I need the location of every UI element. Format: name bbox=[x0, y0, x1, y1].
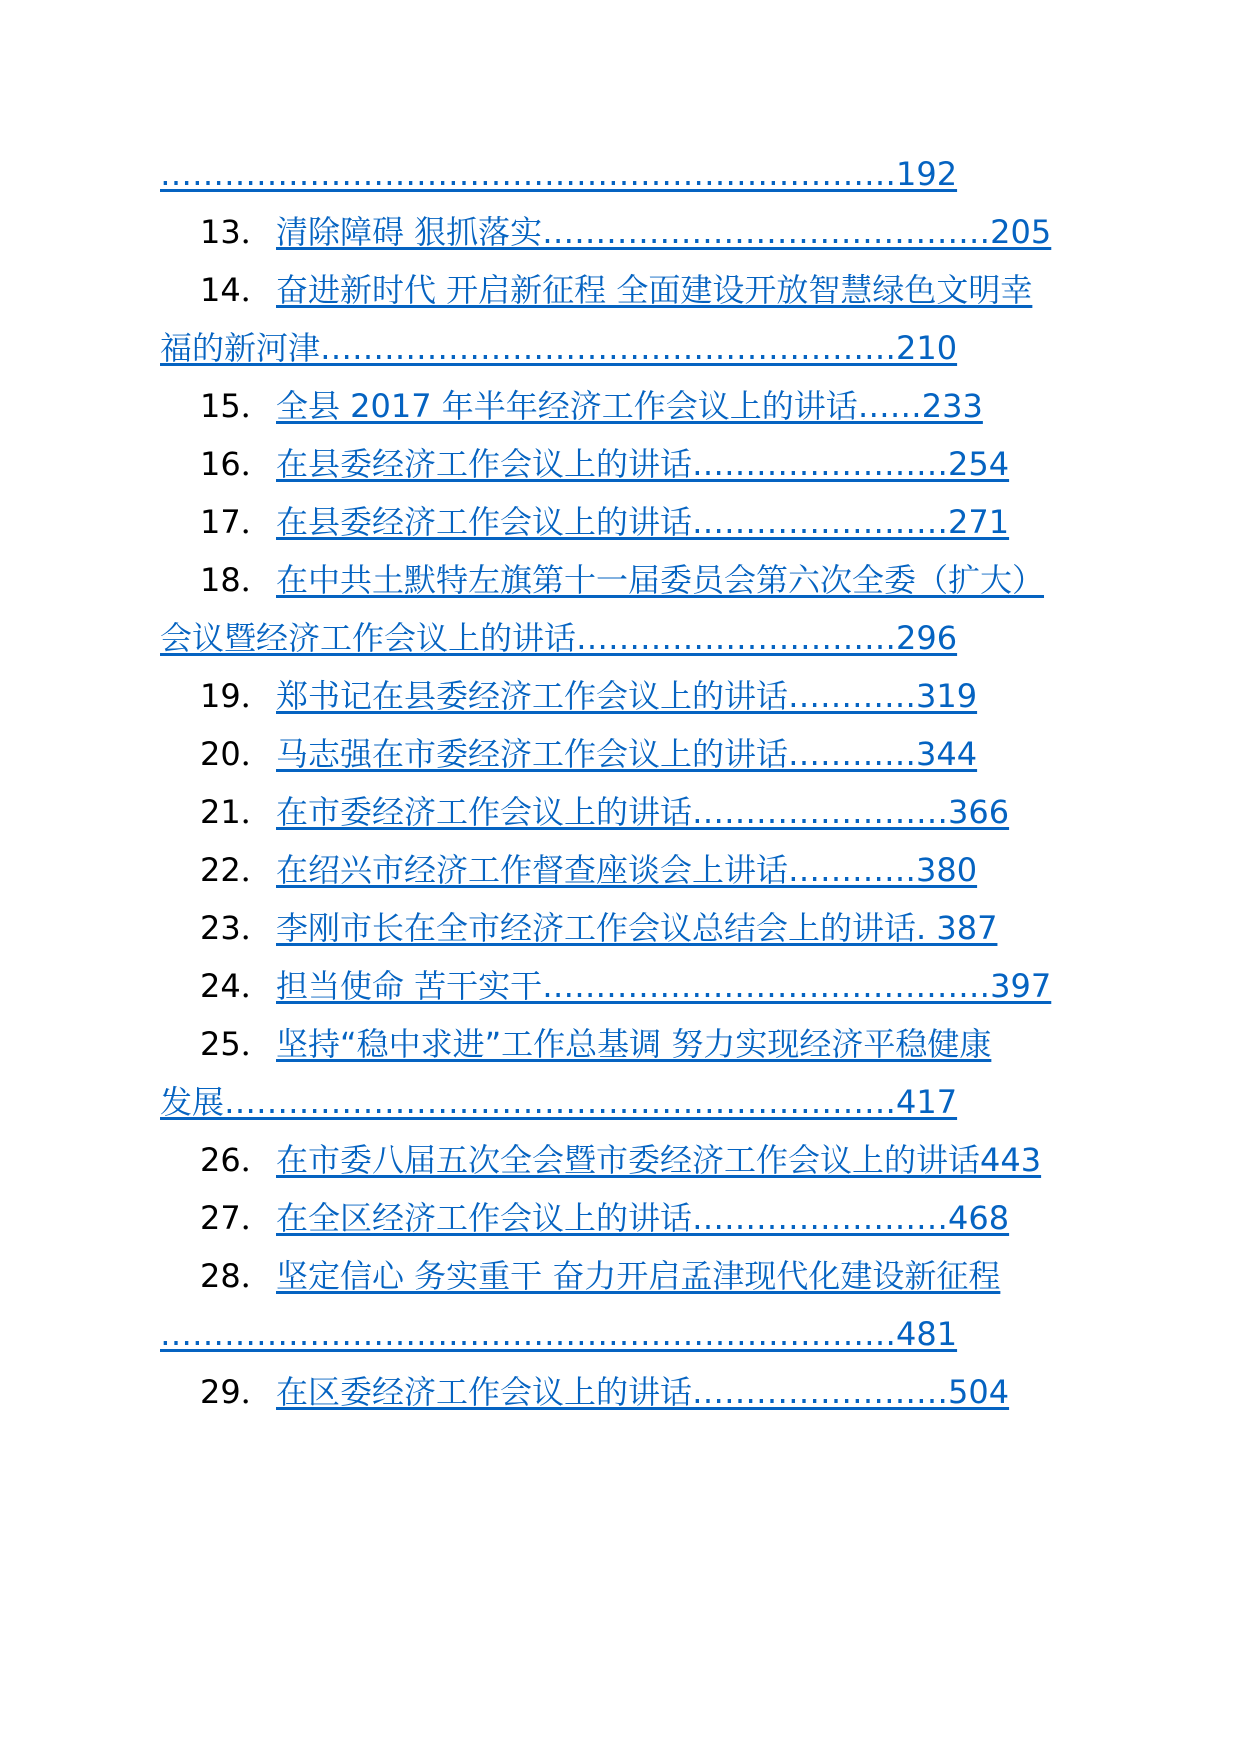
toc-number: 16． bbox=[200, 445, 273, 483]
toc-link-26[interactable]: 在市委八届五次全会暨市委经济工作会议上的讲话443 bbox=[276, 1141, 1042, 1179]
toc-continuation-line bbox=[160, 142, 1090, 206]
toc-entry-21 bbox=[160, 780, 1090, 844]
toc-entry-20 bbox=[160, 722, 1090, 786]
toc-entry-18-cont bbox=[160, 606, 1090, 670]
toc-entry-14 bbox=[160, 258, 1090, 322]
toc-link-14[interactable]: 奋进新时代 开启新征程 全面建设开放智慧绿色文明幸 bbox=[276, 271, 1033, 309]
toc-link-19[interactable]: 郑书记在县委经济工作会议上的讲话…………319 bbox=[276, 677, 978, 715]
toc-link-21[interactable]: 在市委经济工作会议上的讲话……………………366 bbox=[276, 793, 1010, 831]
toc-number: 27． bbox=[200, 1199, 273, 1237]
toc-link-25-cont[interactable]: 发展………………………………………………………417 bbox=[160, 1083, 958, 1121]
toc-link-28[interactable]: 坚定信心 务实重干 奋力开启孟津现代化建设新征程 bbox=[276, 1257, 1001, 1295]
toc-entry-17 bbox=[160, 490, 1090, 554]
toc-number: 15． bbox=[200, 387, 273, 425]
toc-entry-25 bbox=[160, 1012, 1090, 1076]
toc-entry-15 bbox=[160, 374, 1090, 438]
toc-entry-16 bbox=[160, 432, 1090, 496]
toc-number: 21． bbox=[200, 793, 273, 831]
toc-number: 25． bbox=[200, 1025, 273, 1063]
toc-link-22[interactable]: 在绍兴市经济工作督查座谈会上讲话…………380 bbox=[276, 851, 978, 889]
toc-link-25[interactable]: 坚持“稳中求进”工作总基调 努力实现经济平稳健康 bbox=[276, 1025, 992, 1063]
toc-number: 24． bbox=[200, 967, 273, 1005]
toc-entry-14-cont bbox=[160, 316, 1090, 380]
toc-entry-27 bbox=[160, 1186, 1090, 1250]
toc-number: 23． bbox=[200, 909, 273, 947]
toc-entry-28 bbox=[160, 1244, 1090, 1308]
toc-entry-13 bbox=[160, 200, 1090, 264]
toc-link-13[interactable]: 清除障碍 狠抓落实……………………………………205 bbox=[276, 213, 1052, 251]
toc-number: 28． bbox=[200, 1257, 273, 1295]
toc-number: 22． bbox=[200, 851, 273, 889]
toc-link-14-cont[interactable]: 福的新河津………………………………………………210 bbox=[160, 329, 958, 367]
toc-link-12-cont[interactable]: ……………………………………………………………192 bbox=[160, 155, 958, 193]
toc-number: 29． bbox=[200, 1373, 273, 1411]
toc-link-18-cont[interactable]: 会议暨经济工作会议上的讲话…………………………296 bbox=[160, 619, 958, 657]
toc-entry-29 bbox=[160, 1360, 1090, 1424]
toc-link-15[interactable]: 全县 2017 年半年经济工作会议上的讲话……233 bbox=[276, 387, 983, 425]
toc-entry-19 bbox=[160, 664, 1090, 728]
toc-entry-22 bbox=[160, 838, 1090, 902]
toc-entry-23 bbox=[160, 896, 1090, 960]
toc-number: 17． bbox=[200, 503, 273, 541]
toc-entry-28-cont bbox=[160, 1302, 1090, 1366]
toc-link-20[interactable]: 马志强在市委经济工作会议上的讲话…………344 bbox=[276, 735, 978, 773]
toc-link-23[interactable]: 李刚市长在全市经济工作会议总结会上的讲话. 387 bbox=[276, 909, 998, 947]
toc-link-17[interactable]: 在县委经济工作会议上的讲话……………………271 bbox=[276, 503, 1010, 541]
toc-number: 19． bbox=[200, 677, 273, 715]
toc-link-27[interactable]: 在全区经济工作会议上的讲话……………………468 bbox=[276, 1199, 1010, 1237]
toc-entry-24 bbox=[160, 954, 1090, 1018]
toc-number: 20． bbox=[200, 735, 273, 773]
toc-link-18[interactable]: 在中共土默特左旗第十一届委员会第六次全委（扩大） bbox=[276, 561, 1045, 599]
toc-link-29[interactable]: 在区委经济工作会议上的讲话……………………504 bbox=[276, 1373, 1010, 1411]
toc-link-16[interactable]: 在县委经济工作会议上的讲话……………………254 bbox=[276, 445, 1010, 483]
toc-entry-26 bbox=[160, 1128, 1090, 1192]
toc-number: 26． bbox=[200, 1141, 273, 1179]
toc-number: 13． bbox=[200, 213, 273, 251]
toc-entry-25-cont bbox=[160, 1070, 1090, 1134]
toc-entry-18 bbox=[160, 548, 1090, 612]
toc-number: 18． bbox=[200, 561, 273, 599]
toc-link-24[interactable]: 担当使命 苦干实干……………………………………397 bbox=[276, 967, 1052, 1005]
toc-number: 14． bbox=[200, 271, 273, 309]
toc-link-28-cont[interactable]: ……………………………………………………………481 bbox=[160, 1315, 958, 1353]
